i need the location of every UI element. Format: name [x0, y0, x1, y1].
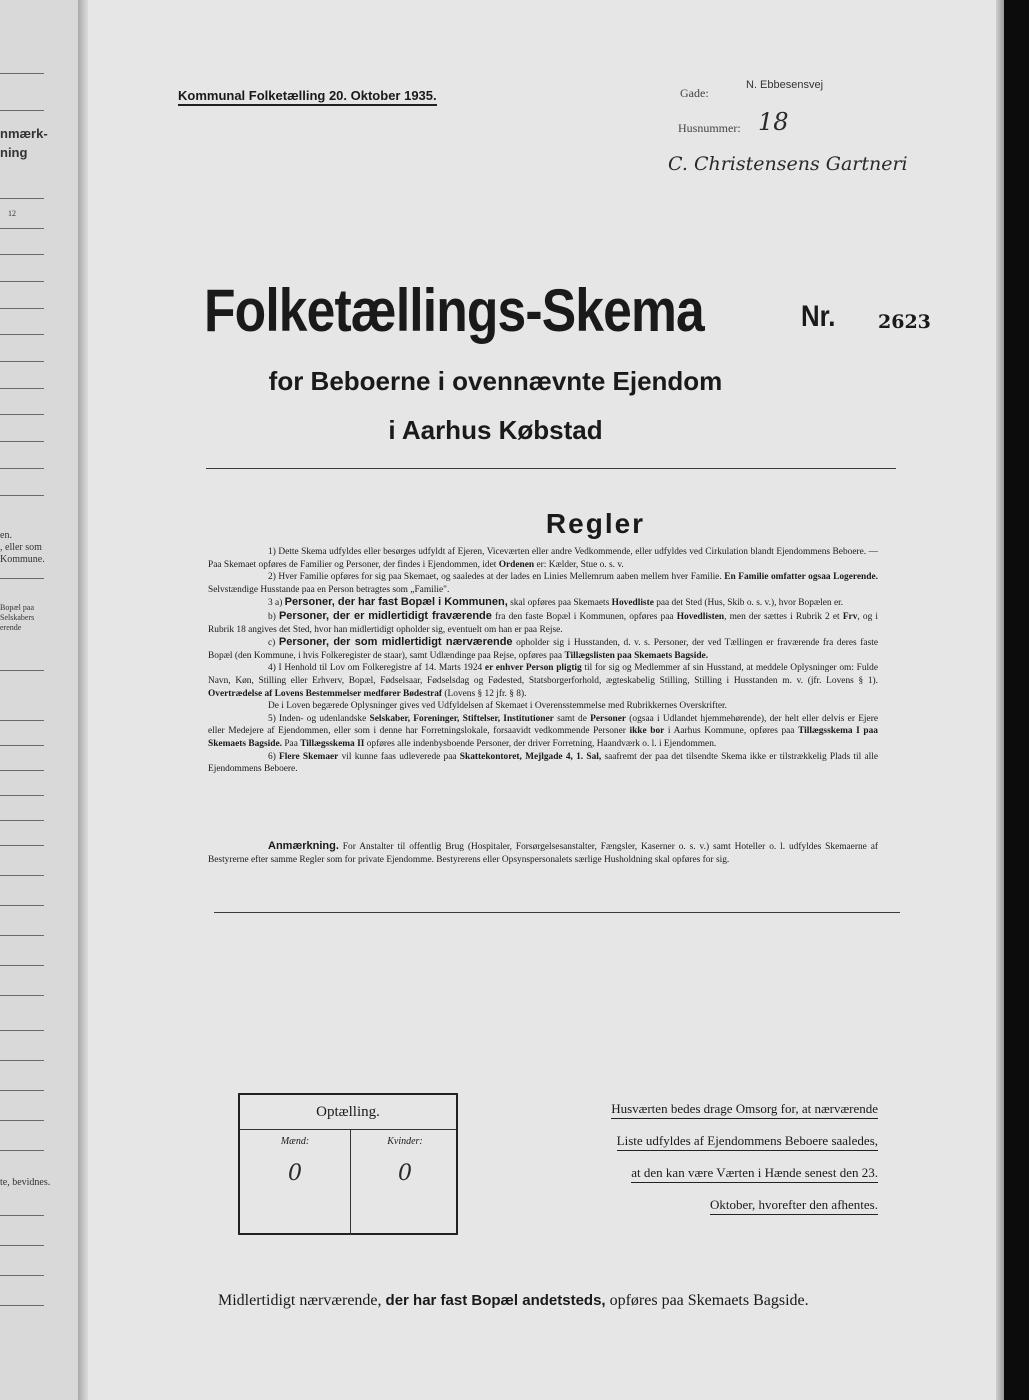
- left-page-fragment: ning: [0, 145, 28, 160]
- form-rule: [0, 1275, 44, 1276]
- husnummer-value: 18: [758, 108, 789, 136]
- tally-title: Optælling.: [240, 1095, 456, 1130]
- form-rule: [0, 254, 44, 255]
- form-subtitle: i Aarhus Købstad: [388, 415, 603, 445]
- form-rule: [0, 820, 44, 821]
- form-rule: [0, 905, 44, 906]
- rules-text: [208, 546, 878, 776]
- form-rule: [0, 935, 44, 936]
- form-rule: [0, 670, 44, 671]
- notice-line: Liste udfyldes af Ejendommens Beboere saaledes,: [617, 1132, 878, 1151]
- form-subtitle: for Beboerne i ovennævnte Ejendom: [268, 366, 723, 396]
- adjacent-page-left: [0, 0, 80, 1400]
- form-rule: [0, 414, 44, 415]
- husnummer-label: Husnummer:: [678, 121, 741, 135]
- form-rule: [0, 308, 44, 309]
- form-rule: [0, 468, 44, 469]
- left-page-fragment: te, bevidnes.: [0, 1177, 51, 1188]
- form-rule: [0, 281, 44, 282]
- form-rule: [0, 995, 44, 996]
- tally-men-value: 0: [288, 1161, 302, 1186]
- rule-item: 3 a) Personer, der har fast Bopæl i Kommunen, skal opføres paa Skemaets Hovedliste paa det Sted (Hus, Skib o. s. v.), hvor Bopælen er.: [268, 596, 844, 609]
- tally-box: [238, 1093, 458, 1235]
- rule-item: b) Personer, der er midlertidigt fraværende fra den faste Bopæl i Kommunen, opføres paa Hovedlisten, men der sættes i Rubrik 2 et Frv, og i Rubrik 18 angives det Sted, hvor han midlertidigt opholder sig, eventuelt om han er paa Rejse.: [208, 609, 879, 635]
- form-rule: [0, 1215, 44, 1216]
- form-rule: [0, 361, 44, 362]
- form-rule: [0, 1090, 44, 1091]
- rule-item: c) Personer, der som midlertidigt nærværende opholder sig i Husstanden, d. v. s. Personer, der ved Tællingen er fraværende fra deres faste Bopæl (den Kommune, i hvis Folkeregister de staar), samt Udlændinge paa Rejse, opføres paa Tillægslisten paa Skemaets Bagside.: [208, 636, 879, 661]
- form-rule: [0, 1150, 44, 1151]
- tally-women-label: Kvinder:: [387, 1136, 423, 1147]
- anmaerkning-note: [208, 840, 878, 866]
- owner-handwritten: C. Christensens Gartneri: [668, 153, 908, 175]
- form-rule: [0, 441, 44, 442]
- tally-women-column: [350, 1130, 460, 1235]
- left-page-fragment: en.: [0, 530, 12, 541]
- divider: [214, 912, 900, 913]
- divider: [206, 468, 896, 469]
- census-heading: Kommunal Folketælling 20. Oktober 1935.: [178, 88, 437, 106]
- form-rule: [0, 795, 44, 796]
- form-rule: [0, 228, 44, 229]
- gade-value: N. Ebbesensvej: [746, 79, 824, 91]
- form-nr-label: Nr.: [801, 300, 836, 333]
- form-rule: [0, 875, 44, 876]
- form-title: Folketællings-Skema: [204, 277, 704, 344]
- anmaerkning-text: For Anstalter til offentlig Brug (Hospitaler, Forsørgelsesanstalter, Fængsler, Kaserner o. s. v.) samt Hoteller o. l. udfyldes Skemaerne af Bestyrerne efter samme Regler som for private Ejendomme. Bestyrerens eller Opsynspersonalets særlige Husholdning skal opføres for sig.: [208, 842, 878, 865]
- tally-men-column: [240, 1130, 351, 1235]
- form-rule: [0, 495, 44, 496]
- notice-line: Oktober, hvorefter den afhentes.: [710, 1196, 878, 1215]
- left-page-fragment: Kommune.: [0, 554, 45, 565]
- left-page-fragment: 12: [8, 209, 16, 218]
- form-rule: [0, 110, 44, 111]
- anmaerkning-label: Anmærkning.: [268, 840, 339, 852]
- form-rule: [0, 1120, 44, 1121]
- tally-women-value: 0: [398, 1161, 412, 1186]
- census-form-page: [88, 0, 1003, 1400]
- form-rule: [0, 73, 44, 74]
- form-rule: [0, 1030, 44, 1031]
- rules-heading: Regler: [545, 508, 646, 539]
- notice-line: Husværten bedes drage Omsorg for, at nærværende: [611, 1100, 878, 1119]
- left-page-fragment: , eller som: [0, 542, 42, 553]
- left-page-fragment: erende: [0, 623, 22, 632]
- notice-line: at den kan være Værten i Hænde senest den 23.: [631, 1164, 878, 1183]
- rule-item: 6) Flere Skemaer vil kunne faas udleverede paa Skattekontoret, Mejlgade 4, 1. Sal, saafremt der paa det tilsendte Skema ikke er tilstrækkelig Plads til alle Ejendommens Beboere.: [208, 751, 879, 775]
- left-page-fragment: Selskabers: [0, 613, 35, 622]
- footer-note: Midlertidigt nærværende, der har fast Bopæl andetsteds, opføres paa Skemaets Bagside.: [218, 1292, 809, 1309]
- rule-item: 1) Dette Skema udfyldes eller besørges udfyldt af Ejeren, Viceværten eller andre Vedkommende, eller udfyldes ved Cirkulation blandt Ejendommens Beboere. — Paa Skemaet opføres de Familier og Personer, der findes i Ejendommen, idet Ordenen er: Kælder, Stue o. s. v.: [208, 547, 878, 570]
- form-rule: [0, 578, 44, 579]
- form-rule: [0, 1305, 44, 1306]
- form-rule: [0, 198, 44, 199]
- tally-men-label: Mænd:: [280, 1136, 310, 1147]
- page-edge: [996, 0, 1004, 1400]
- gade-label: Gade:: [680, 86, 709, 100]
- form-rule: [0, 1245, 44, 1246]
- left-page-fragment: Bopæl paa: [0, 603, 34, 612]
- form-rule: [0, 334, 44, 335]
- rule-item: 5) Inden- og udenlandske Selskaber, Foreninger, Stiftelser, Institutioner samt de Personer (ogsaa i Udlandet hjemmehørende), der helt eller delvis er Ejere eller Medejere af Ejendommen, eller som i denne har Forretningslokale, forsaavidt vedkommende Personer ikke bor i Aarhus Kommune, opføres paa Tillægsskema I paa Skemaets Bagside. Paa Tillægsskema II opføres alle indenbysboende Personer, der driver Forretning, Haandværk o. l. i Ejendommen.: [208, 713, 878, 749]
- form-rule: [0, 388, 44, 389]
- form-rule: [0, 1060, 44, 1061]
- rule-item: 2) Hver Familie opføres for sig paa Skemaet, og saaledes at der lades en Linies Mellemrum aaben mellem hver Familie. En Familie omfatter ogsaa Logerende. Selvstændige Husstande paa en Person betragtes som „Familie".: [208, 572, 878, 595]
- form-rule: [0, 845, 44, 846]
- form-rule: [0, 770, 44, 771]
- landlord-notice: [543, 1093, 878, 1221]
- form-number: 2623: [878, 311, 931, 333]
- left-page-fragment: nmærk-: [0, 126, 48, 141]
- rule-item: 4) I Henhold til Lov om Folkeregistre af 14. Marts 1924 er enhver Person pligtig til for sig og Medlemmer af sin Husstand, at meddele Oplysninger om: Fulde Navn, Køn, Stilling eller Erhverv, Bopæl, Fødselsaar, Fødselsdag og Fødested, Statsborgerforhold, ægteskabelig Stilling, Stilling i Husstanden m. v. (jfr. Lovens § 1). Overtrædelse af Lovens Bestemmelser medfører Bødestraf (Lovens § 12 jfr. § 8).: [208, 663, 878, 699]
- rule-item: De i Loven begærede Oplysninger gives ved Udfyldelsen af Skemaet i Overensstemmelse med Rubrikkernes Overskrifter.: [268, 701, 727, 712]
- form-rule: [0, 720, 44, 721]
- form-rule: [0, 745, 44, 746]
- form-rule: [0, 965, 44, 966]
